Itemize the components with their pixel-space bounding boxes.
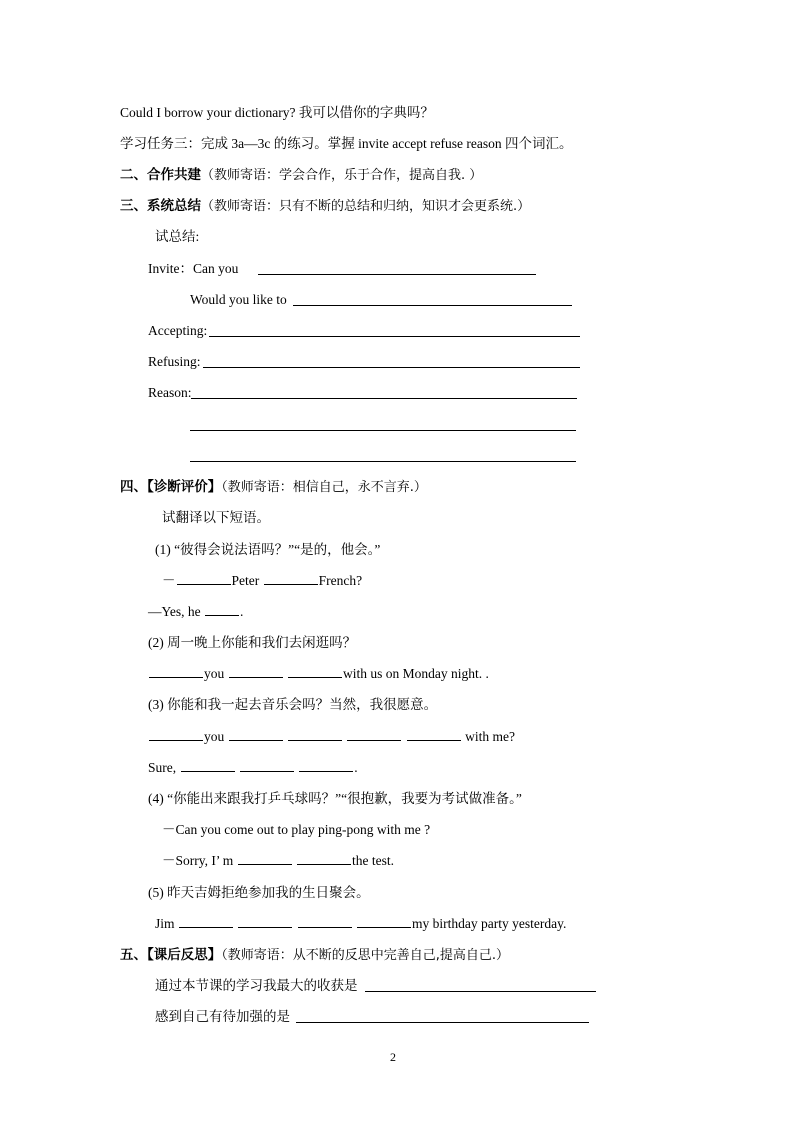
q4-prompt: [148, 790, 522, 808]
blank[interactable]: [297, 852, 351, 865]
text: .: [240, 604, 244, 619]
q4-answer-a: [162, 821, 430, 839]
q3-answer-a: [148, 728, 515, 746]
would-blank[interactable]: [293, 305, 572, 306]
improve-line: [155, 1008, 290, 1026]
text: (1) “彼得会说法语吗？”“是的，他会。”: [155, 542, 381, 557]
q1-answer-a: [162, 572, 362, 590]
blank[interactable]: [288, 728, 342, 741]
refusing-line: [148, 353, 201, 371]
text: 试总结:: [155, 229, 200, 244]
blank[interactable]: [357, 915, 411, 928]
text: 学习任务三：完成 3a—3c 的练习。掌握 invite accept refuse reason 四个词汇。: [120, 136, 573, 151]
line-borrow-dictionary: [120, 104, 434, 122]
blank[interactable]: [181, 759, 235, 772]
text: 试翻译以下短语。: [162, 510, 270, 525]
gain-blank[interactable]: [365, 991, 596, 992]
section-title: 三、系统总结: [120, 198, 201, 214]
blank[interactable]: [149, 728, 203, 741]
text: Accepting:: [148, 323, 208, 338]
invite-blank[interactable]: [258, 274, 536, 275]
blank[interactable]: [299, 759, 353, 772]
blank[interactable]: [177, 572, 231, 585]
text: .: [354, 760, 358, 775]
text: the test.: [352, 853, 394, 868]
accepting-line: [148, 322, 207, 340]
text: you: [204, 666, 225, 681]
blank[interactable]: [347, 728, 401, 741]
reason-line: [148, 384, 192, 402]
q1-answer-b: [148, 603, 243, 621]
section-title: 五、【课后反思】: [120, 947, 222, 963]
would-line: [190, 291, 287, 309]
teacher-note: （教师寄语：相信自己，永不言弃.）: [221, 480, 427, 495]
blank[interactable]: [149, 665, 203, 678]
try-summary: [155, 228, 199, 246]
text: Invite：Can you: [148, 261, 239, 276]
text: Could I borrow your dictionary? 我可以借你的字典吗？: [120, 105, 434, 120]
text: with me?: [465, 729, 515, 744]
text: Peter: [231, 573, 260, 588]
q3-prompt: [148, 696, 437, 714]
invite-line: [148, 260, 238, 278]
section-3-heading: [120, 197, 530, 216]
text: 感到自己有待加强的是: [155, 1009, 290, 1024]
text: my birthday party yesterday.: [412, 916, 567, 931]
page-number: 2: [390, 1050, 396, 1064]
text: Would you like to: [190, 292, 287, 307]
text: French?: [318, 573, 363, 588]
q2-answer: [148, 665, 489, 683]
text: with us on Monday night. .: [343, 666, 489, 681]
blank[interactable]: [264, 572, 318, 585]
text: Reason:: [148, 385, 192, 400]
blank[interactable]: [238, 852, 292, 865]
reason-blank-3[interactable]: [190, 461, 576, 462]
text: (3) 你能和我一起去音乐会吗？当然，我很愿意。: [148, 697, 438, 712]
text: －: [162, 573, 176, 588]
blank[interactable]: [407, 728, 461, 741]
text: you: [204, 729, 225, 744]
q1-prompt: [155, 541, 380, 559]
section-5-heading: [120, 946, 509, 965]
translate-instruction: [162, 509, 270, 527]
text: (5) 昨天吉姆拒绝参加我的生日聚会。: [148, 885, 370, 900]
section-4-heading: [120, 478, 427, 497]
q3-answer-b: [148, 759, 358, 777]
teacher-note: （教师寄语：从不断的反思中完善自己,提高自己.）: [221, 948, 510, 963]
blank[interactable]: [238, 915, 292, 928]
text: (2) 周一晚上你能和我们去闲逛吗？: [148, 635, 357, 650]
blank[interactable]: [205, 603, 239, 616]
text: Refusing:: [148, 354, 201, 369]
text: —Yes, he: [148, 604, 201, 619]
teacher-note: （教师寄语：学会合作，乐于合作，提高自我. ）: [201, 168, 483, 183]
text: －Can you come out to play ping-pong with me ?: [162, 822, 431, 837]
blank[interactable]: [229, 728, 283, 741]
blank[interactable]: [288, 665, 342, 678]
text: Sure,: [148, 760, 177, 775]
blank[interactable]: [298, 915, 352, 928]
line-task-three: [120, 135, 573, 153]
accepting-blank[interactable]: [209, 336, 580, 337]
q4-answer-b: [162, 852, 394, 870]
reason-blank-1[interactable]: [191, 398, 577, 399]
text: (4) “你能出来跟我打乒乓球吗？”“很抱歉，我要为考试做准备。”: [148, 791, 522, 806]
improve-blank[interactable]: [296, 1022, 589, 1023]
q2-prompt: [148, 634, 356, 652]
q5-prompt: [148, 884, 370, 902]
text: Jim: [155, 916, 175, 931]
section-title: 四、【诊断评价】: [120, 479, 222, 495]
reason-blank-2[interactable]: [190, 430, 576, 431]
blank[interactable]: [229, 665, 283, 678]
q5-answer: [155, 915, 566, 933]
blank[interactable]: [240, 759, 294, 772]
text: －Sorry, I’ m: [162, 853, 234, 868]
text: 通过本节课的学习我最大的收获是: [155, 978, 358, 993]
blank[interactable]: [179, 915, 233, 928]
refusing-blank[interactable]: [203, 367, 580, 368]
teacher-note: （教师寄语：只有不断的总结和归纳，知识才会更系统.）: [201, 199, 531, 214]
section-2-heading: [120, 166, 482, 185]
section-title: 二、合作共建: [120, 167, 201, 183]
gain-line: [155, 977, 358, 995]
